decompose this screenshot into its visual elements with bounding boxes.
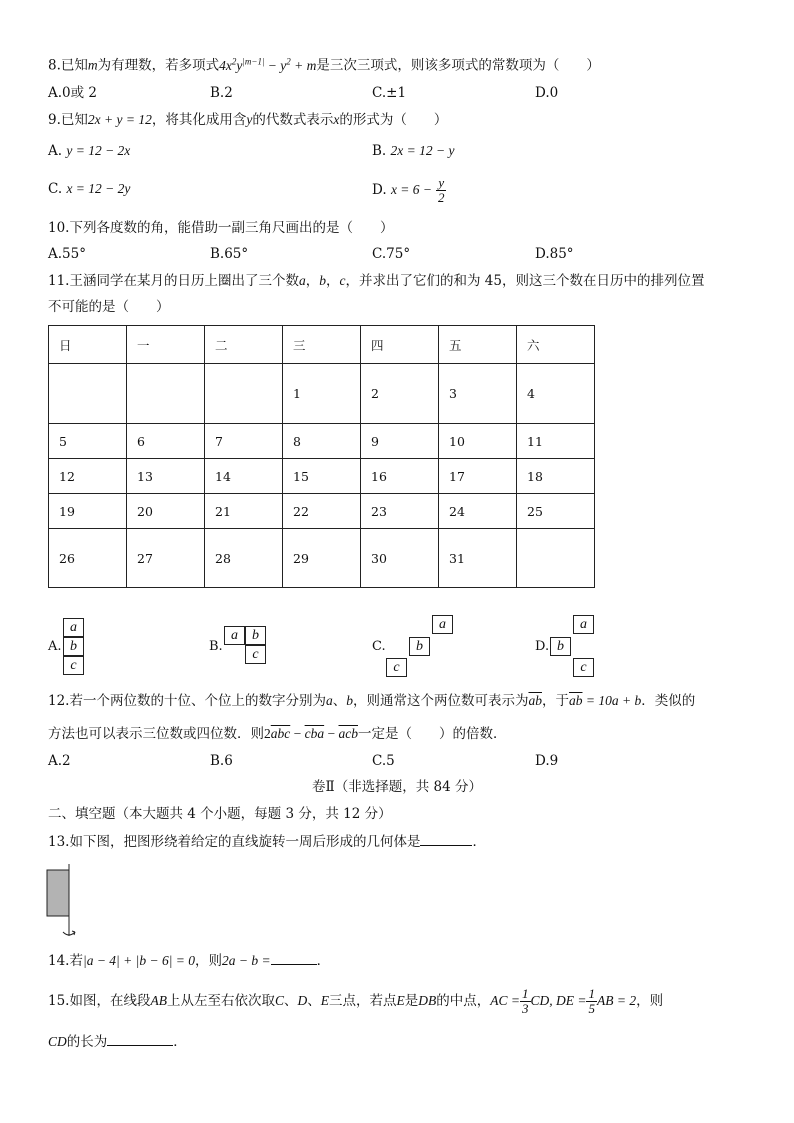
calendar-row bbox=[49, 494, 595, 529]
calendar-row bbox=[49, 529, 595, 588]
box-c: c bbox=[386, 658, 407, 677]
q11-stem-line1: 11.王涵同学在某月的日历上圈出了三个数a，b，c，并求出了它们的和为 45，则这三个数在日历中的排列位置 bbox=[48, 273, 705, 289]
calendar-cell: 1 bbox=[283, 364, 361, 424]
box-a: a bbox=[432, 615, 453, 634]
box-a: a bbox=[224, 626, 245, 645]
calendar-header-row bbox=[49, 326, 595, 364]
calendar-header: 三 bbox=[283, 326, 361, 364]
calendar-cell: 21 bbox=[205, 494, 283, 529]
q10-option-d: D.85° bbox=[535, 246, 574, 262]
q15-stem-line2: CD的长为 ． bbox=[48, 1031, 187, 1052]
q12-option-a: A.2 bbox=[48, 753, 71, 769]
box-b: b bbox=[550, 637, 571, 656]
calendar-cell: 4 bbox=[517, 364, 595, 424]
calendar-cell bbox=[205, 364, 283, 424]
calendar-cell: 22 bbox=[283, 494, 361, 529]
calendar-cell: 3 bbox=[439, 364, 517, 424]
box-b: b bbox=[63, 637, 84, 656]
calendar-cell: 9 bbox=[361, 424, 439, 459]
q8-polynomial: $4x^2y^{|m-1|} - y^2 + m$ bbox=[219, 56, 317, 73]
q14-stem: 14.若|a − 4| + |b − 6| = 0，则2a − b = ． bbox=[48, 950, 330, 971]
q11-stem-line2: 不可能的是（ ） bbox=[48, 299, 170, 315]
box-c: c bbox=[245, 645, 266, 664]
calendar-header: 六 bbox=[517, 326, 595, 364]
q12-option-c: C.5 bbox=[372, 753, 395, 769]
calendar-table bbox=[48, 325, 595, 588]
calendar-cell: 13 bbox=[127, 459, 205, 494]
q10-option-c: C.75° bbox=[372, 246, 411, 262]
calendar-cell: 5 bbox=[49, 424, 127, 459]
q9-option-b: B. 2x = 12 − y bbox=[372, 143, 455, 159]
calendar-cell: 7 bbox=[205, 424, 283, 459]
calendar-cell: 30 bbox=[361, 529, 439, 588]
q8-option-d: D.0 bbox=[535, 85, 559, 101]
box-a: a bbox=[573, 615, 594, 634]
box-b: b bbox=[245, 626, 266, 645]
q13-stem: 13.如下图，把图形绕着给定的直线旋转一周后形成的几何体是 ． bbox=[48, 831, 486, 852]
calendar-cell: 19 bbox=[49, 494, 127, 529]
calendar-row bbox=[49, 424, 595, 459]
box-c: c bbox=[63, 656, 84, 675]
part2-title: 卷Ⅱ（非选择题，共 84 分） bbox=[312, 779, 482, 795]
calendar-cell: 10 bbox=[439, 424, 517, 459]
calendar-cell: 24 bbox=[439, 494, 517, 529]
calendar-cell: 8 bbox=[283, 424, 361, 459]
calendar-cell: 26 bbox=[49, 529, 127, 588]
q8-option-a: A.0或 2 bbox=[48, 85, 98, 101]
q8-stem: 8.已知m为有理数，若多项式$4x^2y^{|m-1|} - y^2 + m$是三次三项式，则该多项式的常数项为（ ） bbox=[48, 56, 600, 74]
q10-stem: 10.下列各度数的角，能借助一副三角尺画出的是（ ） bbox=[48, 220, 394, 236]
q10-option-a: A.55° bbox=[48, 246, 86, 262]
box-a: a bbox=[63, 618, 84, 637]
q9-option-a: A. y = 12 − 2x bbox=[48, 143, 131, 159]
box-b: b bbox=[409, 637, 430, 656]
calendar-cell: 27 bbox=[127, 529, 205, 588]
calendar-header: 二 bbox=[205, 326, 283, 364]
q12-stem-line2: 方法也可以表示三位数或四位数．则$2\overline{abc} - \overline{cba} - \overline{acb}$一定是（ ）的倍数． bbox=[48, 726, 507, 742]
calendar-header: 四 bbox=[361, 326, 439, 364]
q8-option-b: B.2 bbox=[210, 85, 233, 101]
q12-stem-line1: 12.若一个两位数的十位、个位上的数字分别为a、b，则通常这个两位数可表示为$\overline{ab}$，于$\overline{ab} = 10a + b$．类似的 bbox=[48, 693, 696, 709]
shaded-rectangle bbox=[47, 870, 69, 916]
fraction-one-third: $\frac{1}{3}$ bbox=[522, 986, 529, 1016]
q9-option-d: D. x = 6 − $\frac{y}{2}$ bbox=[372, 175, 445, 205]
fraction-one-fifth: $\frac{1}{5}$ bbox=[588, 986, 595, 1016]
calendar-header: 日 bbox=[49, 326, 127, 364]
calendar-cell bbox=[517, 529, 595, 588]
answer-blank[interactable] bbox=[271, 950, 317, 965]
calendar-header: 五 bbox=[439, 326, 517, 364]
q9-fraction: $\frac{y}{2}$ bbox=[437, 175, 445, 205]
calendar-cell: 16 bbox=[361, 459, 439, 494]
calendar-header: 一 bbox=[127, 326, 205, 364]
calendar-cell: 12 bbox=[49, 459, 127, 494]
q9-stem: 9.已知2x + y = 12，将其化成用含y的代数式表示x的形式为（ ） bbox=[48, 112, 448, 128]
calendar-cell: 6 bbox=[127, 424, 205, 459]
q9-option-c: C. x = 12 − 2y bbox=[48, 181, 131, 197]
rotation-figure bbox=[44, 864, 84, 946]
calendar-cell bbox=[49, 364, 127, 424]
q12-option-b: B.6 bbox=[210, 753, 233, 769]
calendar-cell: 18 bbox=[517, 459, 595, 494]
calendar-cell bbox=[127, 364, 205, 424]
q12-option-d: D.9 bbox=[535, 753, 559, 769]
calendar-cell: 28 bbox=[205, 529, 283, 588]
calendar-row bbox=[49, 459, 595, 494]
answer-blank[interactable] bbox=[420, 831, 472, 846]
calendar-cell: 20 bbox=[127, 494, 205, 529]
calendar-cell: 25 bbox=[517, 494, 595, 529]
calendar-cell: 11 bbox=[517, 424, 595, 459]
calendar-cell: 15 bbox=[283, 459, 361, 494]
q15-stem-line1: 15.如图，在线段AB上从左至右依次取C、D、E三点，若点E是DB的中点，AC = $\frac{1}{3}$ CD, DE = $\frac{1}{5}$ AB = 2，则 bbox=[48, 986, 664, 1016]
q8-option-c: C.±1 bbox=[372, 85, 407, 101]
section-heading: 二、填空题（本大题共 4 个小题，每题 3 分，共 12 分） bbox=[48, 806, 392, 822]
q10-option-b: B.65° bbox=[210, 246, 249, 262]
answer-blank[interactable] bbox=[107, 1031, 173, 1046]
calendar-row bbox=[49, 364, 595, 424]
calendar-cell: 23 bbox=[361, 494, 439, 529]
calendar-cell: 17 bbox=[439, 459, 517, 494]
box-c: c bbox=[573, 658, 594, 677]
calendar-cell: 2 bbox=[361, 364, 439, 424]
calendar-cell: 29 bbox=[283, 529, 361, 588]
calendar-cell: 14 bbox=[205, 459, 283, 494]
calendar-cell: 31 bbox=[439, 529, 517, 588]
